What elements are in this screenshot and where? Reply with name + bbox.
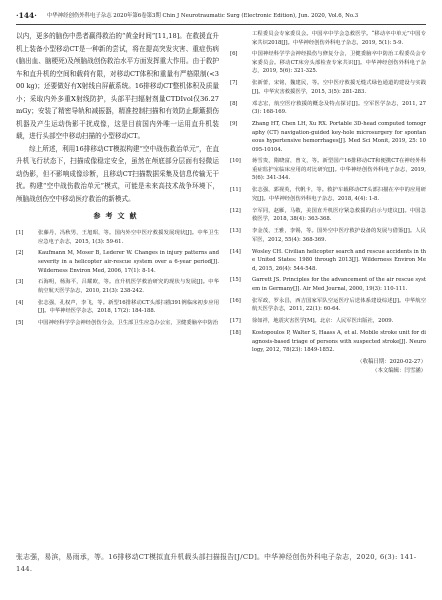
reference-number: [14] [230, 248, 241, 255]
reference-number: [8] [230, 100, 238, 107]
reference-text: 徐如祥，地震灾害医学[M]。北京：人民军医出版社，2009. [252, 318, 394, 325]
header-divider [16, 24, 426, 25]
reference-number: [13] [230, 228, 241, 235]
reference-text: 辛军同，赵雁，马敬，美国直升机医疗紧急救援的启示与建议[J]。中国急救医学，2018, 38(4): 363-368. [252, 207, 426, 223]
reference-item [230, 120, 426, 154]
body-paragraph-2: 综上所述，利用16排移动CT模拟构建“空中战伤救治单元”，在直升机飞行状态下，扫描成像稳定安全，虽然在颅底部分层面有轻微运动伪影，但不影响成像诊断，且移动CT扫描数据采集及信息传输无干扰。构建“空中战伤救治单元”模式，可能是未来高技术战争环境下，颅脑战创伤空中移动医疗救治的新模式。 [16, 144, 219, 203]
reference-item [230, 297, 426, 314]
reference-item [230, 248, 426, 274]
reference-number: [6] [230, 51, 238, 58]
reference-item [16, 249, 219, 275]
reference-number: [9] [230, 121, 238, 128]
received-date: （收稿日期：2020-02-27） [357, 358, 426, 365]
references-list-right [230, 30, 426, 355]
reference-text: 工程委员会专家委员会。中国卒中学会急救医学。“移动卒中单元”中国专家共识2018[J]。中华神经创伤外科电子杂志，2019, 5(1): 5-9. [252, 31, 426, 46]
reference-item [230, 100, 426, 117]
reference-text: 张志强，孔权声，李飞，等。新型16排移动CT头部扫描391例临床初步应用[J]。中华神经医学杂志，2018, 17(2): 184-188. [38, 299, 219, 315]
reference-text: Kostopoulos P, Walter S, Haass A, et al. Mobile stroke unit for diagnosis-based triage of persons with suspected stroke[J]. Neurology, 2012, 78(23): 1849-1852. [252, 330, 426, 354]
reference-item [230, 227, 426, 244]
reference-item [230, 50, 426, 76]
reference-number: [2] [16, 250, 24, 257]
reference-number: [11] [230, 187, 241, 194]
reference-text: Kaufmann M, Moser B, Lederer W. Changes in injury patterns and severity in a helicopter air-rescue system over a 6-year period[J]. Wilderness Environ Med, 2006, 17(1): 8-14. [38, 250, 219, 274]
reference-text: Zhang HT, Chen LH, Xu RX. Portable 3D-head computed tomography (CT) navigation-guided key-hole microsurgery for spontaneous hypertensive hemorrhages[J]. Med Sci Monit, 2019, 25: 10095-10104. [252, 121, 426, 153]
reference-text: 张军政，罗永昌，西吉国家军队空运医疗后送体系建设综述[J]。中华航空航天医学杂志，2011, 22(1): 60-64. [252, 297, 426, 313]
reference-item [230, 186, 426, 203]
references-list-left [16, 229, 219, 328]
reference-number: [10] [230, 158, 241, 165]
reference-number: [15] [230, 277, 241, 284]
reference-number [230, 30, 252, 47]
reference-text: 邓志宏，航空医疗救援的概念及特点探讨[J]。空军医学杂志，2011, 27(3): 168-169. [252, 100, 426, 116]
editor-credit: （本文编辑：闫雪涵） [372, 367, 426, 374]
reference-item [230, 30, 426, 47]
reference-text: 蒋雪贵，隋晓富，曾文，等。新型国产16排移动CT和便携CT在神经外科重症监护室临床应用的对比研究[J]。中华神经创伤外科电子杂志，2019, 5(6): 341-344. [252, 158, 426, 182]
reference-text: 张志强，郭视英，代帆卡，等。救护车载移动CT头部扫描在卒中的应用研究[J]。中华神经创伤外科电子杂志，2018, 4(4): 1-8. [252, 187, 426, 202]
reference-item [16, 278, 219, 295]
page-header [16, 6, 426, 24]
reference-item [16, 229, 219, 246]
reference-number: [3] [16, 279, 24, 286]
reference-number: [16] [230, 297, 241, 304]
reference-text: Garrett JS. Principles for the advancement of the air rescue system in Germany[J]. Air Med Journal, 2000, 19(3): 110-111. [252, 277, 426, 292]
reference-item [16, 319, 219, 328]
reference-text: 中国神经科学学会神经创伤分会，卫生部卫生应急办公室，卫健委脑卒中防治 [38, 320, 219, 327]
reference-item [230, 207, 426, 224]
reference-text: 张新蕾，宋铭，魏建民，等。空中医疗救援无缝式绿色通道的建设与实践[J]。中华灾害救援医学，2015, 3(5): 281-283. [252, 80, 426, 95]
reference-item [230, 317, 426, 326]
reference-item [230, 79, 426, 96]
reference-text: 张藤丹，冯秋男，王旭昭，等。国内外空中医疗救援发展现状[J]。中华卫生应急电子杂志，2015, 1(3): 59-61. [38, 230, 219, 245]
reference-item [16, 299, 219, 316]
reference-number: [17] [230, 318, 241, 325]
reference-text: Wosley CH. Civilian helicopter search and rescue accidents in the United States: 1980 through 2013[J]. Wilderness Environ Med, 2015, 26(4): 544-548. [252, 248, 426, 272]
body-text [16, 30, 219, 205]
left-column [16, 30, 219, 548]
body-paragraph-1: 以内，更多的脑伤中患者赢得救治的“黄金时间”[11,18]。在救援直升机上装备小型移动CT是一种新的尝试，将在提高突发灾害、重症伤病(脑出血、脑梗死)及颅脑战创伤救治水平方面发挥重大作用。由于救护车和直升机的空间和载荷有限，对移动CT体积和重量有严格限制(<300 kg)；还要做好有X射线自屏蔽系统。16排移动CT整机体积及质量小；采取内外多重X射线防护，头部平扫辐射剂量CTDIvol仅36.27 mGy；安装了精密导轨和减振器，精准控制扫描和有效防止颠簸损伤机器及产生运动伪影干扰成像，这是目前国内外唯一运用直升机装载，进行头部空中移动扫描的小型移动CT。 [16, 32, 219, 140]
reference-number: [1] [16, 230, 24, 236]
references-heading: 参考文献 [93, 212, 142, 220]
reference-number: [7] [230, 80, 238, 87]
reference-text: 中国神经科学学会神经损伤与修复分会，卫健委脑卒中防治工程委员会专家委员会。移动CT床旁头部检查专家共识[J]。中华神经创伤外科电子杂志，2019, 5(6): 321-325. [252, 51, 426, 75]
reference-number: [5] [16, 320, 24, 327]
reference-text: 石海明，杨海平，吕耀欧，等。直升机医学救治研究的现状与发展[J]。中华航空航天医学杂志，2010, 21(3): 238-242. [38, 279, 219, 294]
reference-number: [12] [230, 207, 241, 214]
page-number: ·144· [16, 10, 37, 20]
citation-footer: 张志强，易滨，易雨承，等。16排移动CT模拟直升机载头部扫描报告[J/CD]。中华神经创伤外科电子杂志，2020, 6(3): 141-144. [16, 553, 417, 573]
right-column [230, 30, 426, 550]
reference-text: 李金茂，王雅，李锡，等。国外空中医疗救护设备的发展与借鉴[J]。人民军医，2012, 55(4): 368-369. [252, 228, 426, 243]
reference-number: [18] [230, 330, 241, 337]
reference-item [230, 157, 426, 183]
reference-item [230, 276, 426, 293]
reference-number: [4] [16, 299, 24, 306]
journal-running-title: 中华神经创伤外科电子杂志 2020年第6卷第3期 Chin J Neurotraumatic Surg (Electronic Edition), Jun. 2020, Vol.6, No.3 [46, 13, 359, 19]
reference-item [230, 329, 426, 355]
